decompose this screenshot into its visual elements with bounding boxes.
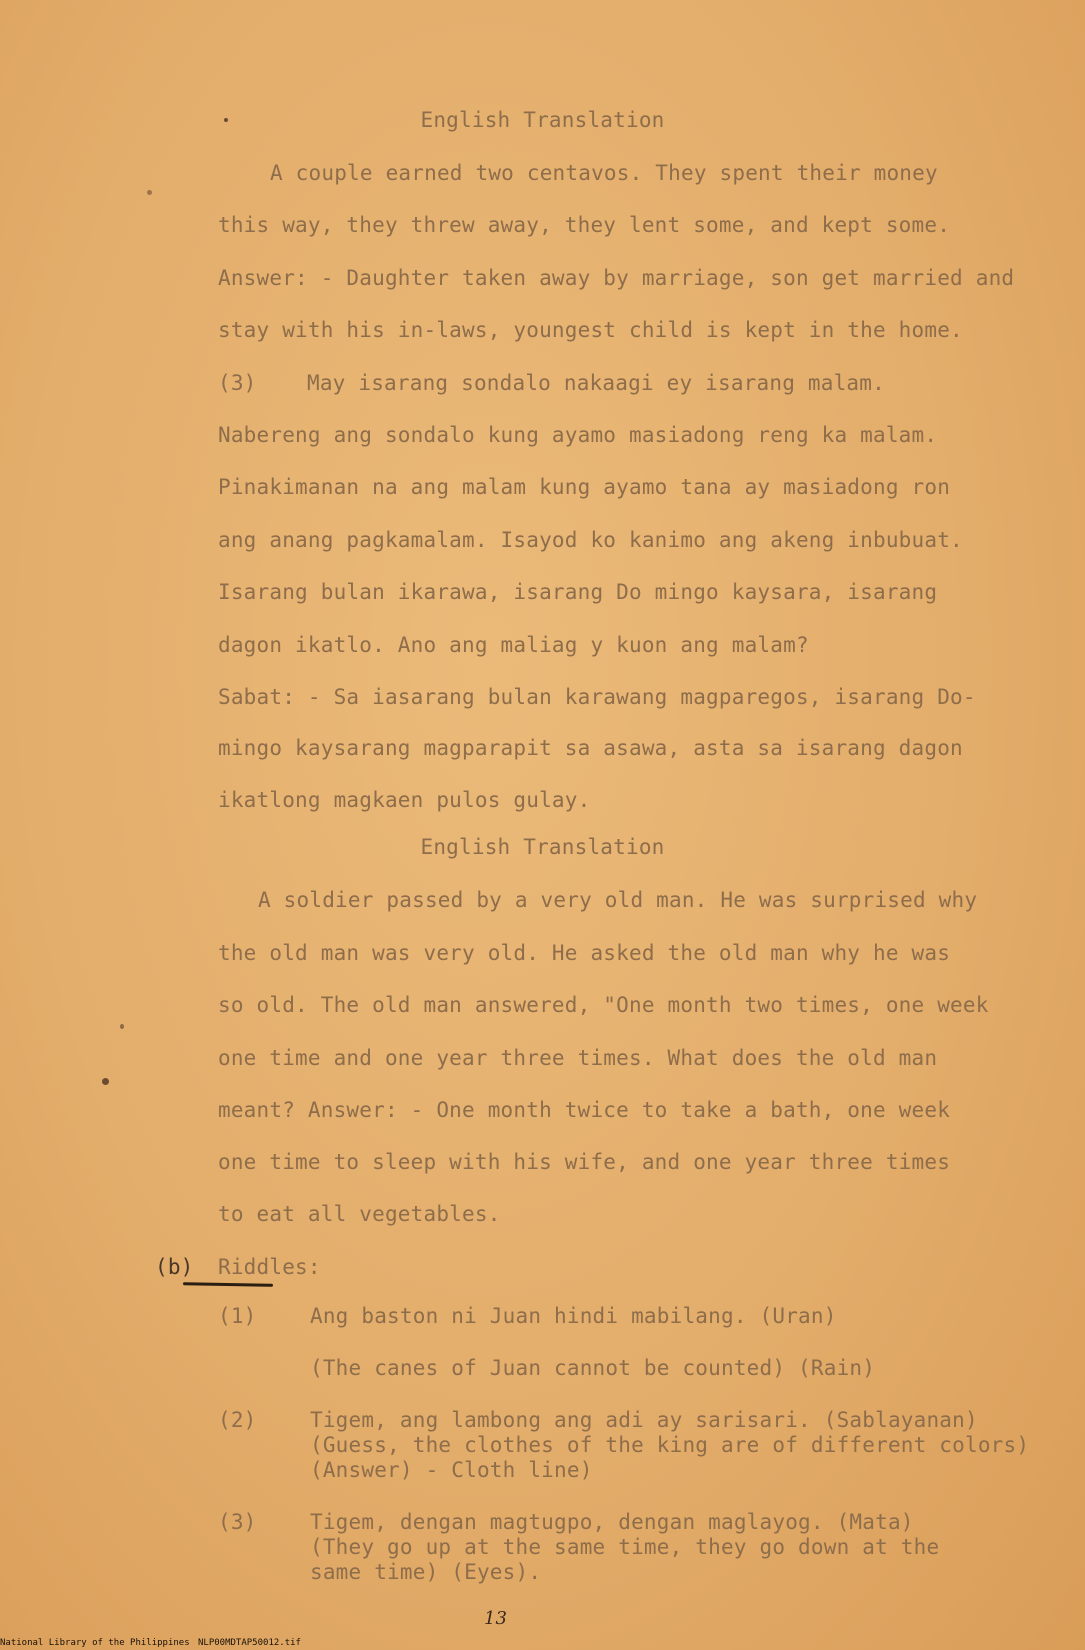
section-title: Riddles: — [218, 1255, 321, 1279]
riddle-line: (Answer) - Cloth line) — [310, 1458, 593, 1482]
ink-speck — [102, 1078, 109, 1085]
body-line: Nabereng ang sondalo kung ayamo masiadong reng ka malam. — [218, 423, 938, 447]
section-label: (b) — [155, 1255, 194, 1279]
riddle-line: same time) (Eyes). — [310, 1560, 542, 1584]
body-line: ikatlong magkaen pulos gulay. — [218, 788, 591, 812]
body-line: Pinakimanan na ang malam kung ayamo tana ay masiadong ron — [218, 475, 951, 499]
body-line: Answer: - Daughter taken away by marriage, son get married and — [218, 266, 1015, 290]
footer-source: National Library of the Philippines — [0, 1638, 190, 1648]
body-line: this way, they threw away, they lent some, and kept some. — [218, 213, 951, 237]
body-line: dagon ikatlo. Ano ang maliag y kuon ang malam? — [218, 633, 809, 657]
handwritten-underline — [183, 1282, 273, 1287]
section-heading: English Translation — [420, 835, 665, 859]
footer-filename: NLP00MDTAP50012.tif — [198, 1638, 301, 1648]
ink-speck — [224, 118, 228, 122]
ink-speck — [147, 190, 152, 195]
riddle-line: Tigem, dengan magtugpo, dengan maglayog. (Mata) — [310, 1510, 914, 1534]
ink-speck — [120, 1024, 124, 1029]
riddle-line: Tigem, ang lambong ang adi ay sarisari. (Sablayanan) — [310, 1408, 978, 1432]
riddle-number: (3) — [218, 1510, 257, 1534]
riddle-line: Ang baston ni Juan hindi mabilang. (Uran) — [310, 1304, 837, 1328]
riddle-line: (The canes of Juan cannot be counted) (Rain) — [310, 1356, 876, 1380]
body-line: May isarang sondalo nakaagi ey isarang malam. — [307, 371, 885, 395]
body-line: stay with his in-laws, youngest child is kept in the home. — [218, 318, 963, 342]
riddle-line: (They go up at the same time, they go down at the — [310, 1535, 940, 1559]
body-line: to eat all vegetables. — [218, 1202, 501, 1226]
body-line: the old man was very old. He asked the old man why he was — [218, 941, 951, 965]
body-line: Sabat: - Sa iasarang bulan karawang magparegos, isarang Do- — [218, 685, 976, 709]
riddle-number: (1) — [218, 1304, 257, 1328]
riddle-number: (2) — [218, 1408, 257, 1432]
page-number: 13 — [484, 1608, 507, 1629]
body-line: A soldier passed by a very old man. He was surprised why — [258, 888, 978, 912]
section-heading: English Translation — [420, 108, 665, 132]
body-line: A couple earned two centavos. They spent their money — [270, 161, 938, 185]
riddle-number: (3) — [218, 371, 257, 395]
body-line: ang anang pagkamalam. Isayod ko kanimo ang akeng inbubuat. — [218, 528, 963, 552]
body-line: so old. The old man answered, "One month two times, one week — [218, 993, 989, 1017]
body-line: mingo kaysarang magparapit sa asawa, asta sa isarang dagon — [218, 736, 963, 760]
body-line: meant? Answer: - One month twice to take a bath, one week — [218, 1098, 951, 1122]
body-line: one time and one year three times. What does the old man — [218, 1046, 938, 1070]
body-line: Isarang bulan ikarawa, isarang Do mingo kaysara, isarang — [218, 580, 938, 604]
riddle-line: (Guess, the clothes of the king are of different colors) — [310, 1433, 1030, 1457]
body-line: one time to sleep with his wife, and one year three times — [218, 1150, 951, 1174]
